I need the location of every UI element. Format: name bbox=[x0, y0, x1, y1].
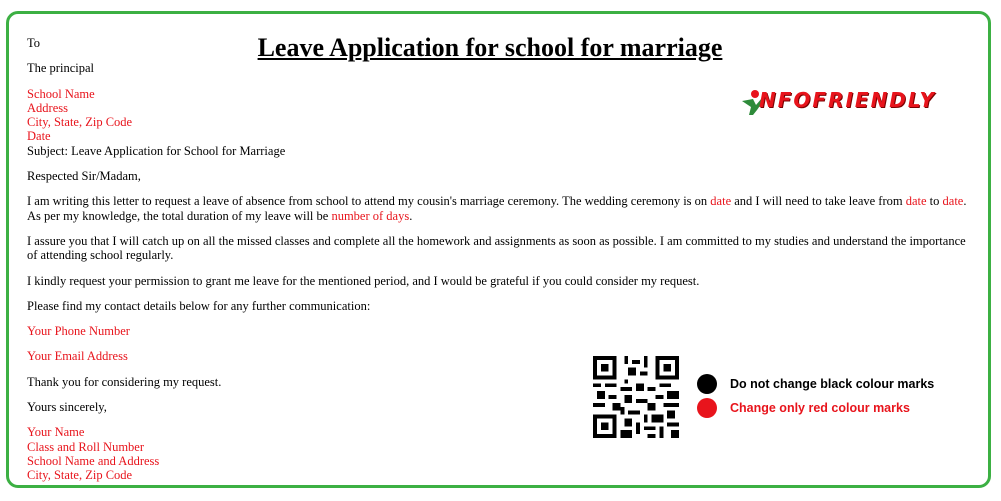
paragraph-contact: Please find my contact details below for any further communication: bbox=[27, 298, 371, 313]
legend-item-red bbox=[697, 396, 934, 420]
page-title: Leave Application for school for marriage bbox=[257, 33, 723, 62]
email-address: Your Email Address bbox=[27, 349, 128, 364]
paragraph-permission: I kindly request your permission to grant me leave for the mentioned period, and I would be grateful if you could consider my request. bbox=[27, 273, 700, 288]
placeholder-date: date bbox=[942, 194, 964, 209]
city-state-zip: City, State, Zip Code bbox=[27, 115, 133, 130]
city-state-zip-2: City, State, Zip Code bbox=[27, 468, 133, 483]
thanks-line: Thank you for considering my request. bbox=[27, 374, 222, 389]
recipient: The principal bbox=[27, 61, 94, 76]
color-legend bbox=[697, 372, 934, 420]
red-dot-icon bbox=[697, 398, 717, 418]
paragraph-assurance: I assure you that I will catch up on all the missed classes and complete all the homework and assignments as soon as possible. I am committed to my studies and understand the importance of attending school regularly. bbox=[27, 233, 966, 263]
black-dot-icon bbox=[697, 374, 717, 394]
phone-number: Your Phone Number bbox=[27, 324, 130, 339]
school-name-address: School Name and Address bbox=[27, 453, 160, 468]
your-name: Your Name bbox=[27, 425, 85, 440]
class-roll: Class and Roll Number bbox=[27, 439, 145, 454]
placeholder-days: number of days bbox=[331, 208, 410, 223]
legend-label: Change only red colour marks bbox=[730, 401, 910, 415]
placeholder-date: date bbox=[905, 194, 927, 209]
to-line: To bbox=[27, 36, 41, 50]
qr-code-icon bbox=[592, 356, 680, 438]
logo-text: NFOFRIENDLY bbox=[759, 88, 937, 112]
placeholder-date: date bbox=[710, 194, 732, 209]
subject-line: Subject: Leave Application for School for Marriage bbox=[27, 143, 286, 158]
address: Address bbox=[27, 100, 68, 115]
paragraph-request: I am writing this letter to request a leave of absence from school to attend my cousin's marriage ceremony. The wedding ceremony is on date and I will need to take leave from date to date. As per my knowledge, the total duration of my leave will be number of days. bbox=[27, 194, 967, 223]
legend-item-black bbox=[697, 372, 934, 396]
closing: Yours sincerely, bbox=[27, 400, 107, 415]
date: Date bbox=[27, 129, 51, 144]
school-name: School Name bbox=[27, 86, 95, 101]
salutation: Respected Sir/Madam, bbox=[27, 169, 141, 184]
legend-label: Do not change black colour marks bbox=[730, 377, 935, 391]
